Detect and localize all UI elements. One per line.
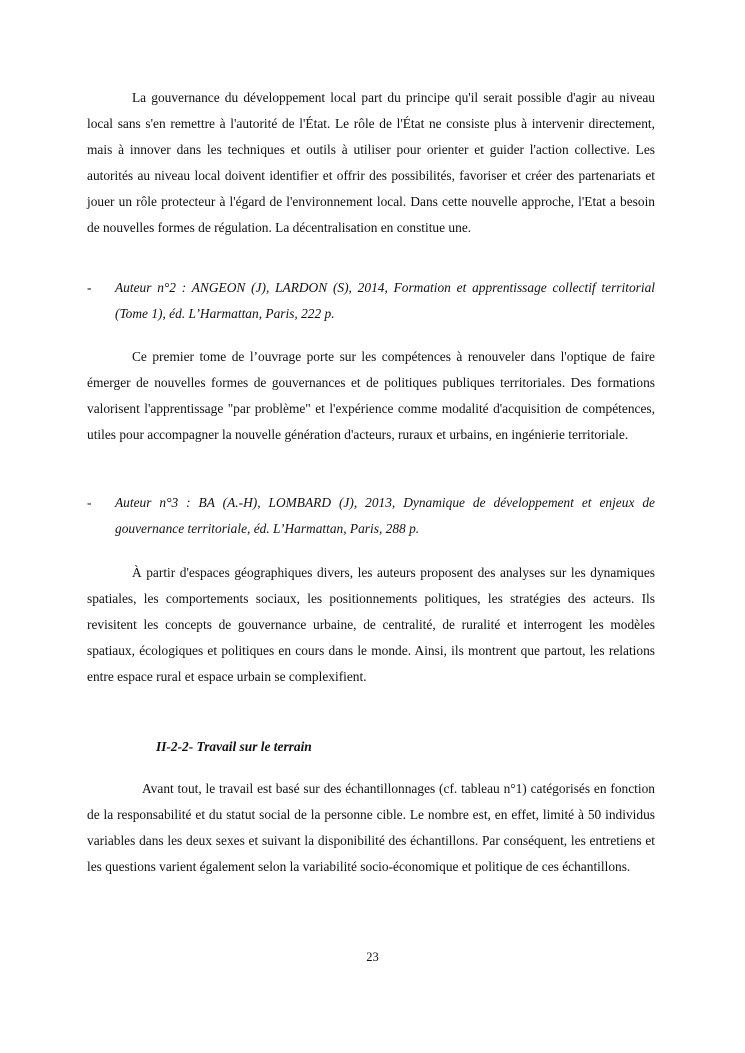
- bullet-dash: -: [87, 495, 92, 510]
- page-number: 23: [366, 950, 379, 964]
- paragraph-field-work: Avant tout, le travail est basé sur des échantillonnages (cf. tableau n°1) catégorisés en fonction de la responsabilité et du statut social de la personne cible. Le nombre est, en effet, limité à 50 individus variables dans les deux sexes et suivant la disponibilité des échantillons. Par conséquent, les entretiens et les questions varient également selon la variabilité socio-économique et politique de ces échantillons.: [87, 781, 655, 874]
- reference-item-2: [87, 275, 655, 327]
- reference-text-3: Auteur n°3 : BA (A.-H), LOMBARD (J), 2013, Dynamique de développement et enjeux de gouvernance territoriale, éd. L’Harmattan, Paris, 288 p.: [115, 495, 655, 536]
- paragraph-spatial-dynamics: À partir d'espaces géographiques divers, les auteurs proposent des analyses sur les dynamiques spatiales, les comportements sociaux, les positionnements politiques, les stratégies des acteurs. Ils revisitent les concepts de gouvernance urbaine, de centralité, de ruralité et interrogent les modèles spatiaux, écologiques et politiques en cours dans le monde. Ainsi, ils montrent que partout, les relations entre espace rural et espace urbain se complexifient.: [87, 565, 655, 684]
- paragraph-first-volume: Ce premier tome de l’ouvrage porte sur les compétences à renouveler dans l'optique de faire émerger de nouvelles formes de gouvernances et de politiques publiques territoriales. Des formations valorisent l'apprentissage "par problème" et l'expérience comme modalité d'acquisition de compétences, utiles pour accompagner la nouvelle génération d'acteurs, ruraux et urbains, en ingénierie territoriale.: [87, 349, 655, 442]
- paragraph-governance: La gouvernance du développement local part du principe qu'il serait possible d'agir au niveau local sans s'en remettre à l'autorité de l'État. Le rôle de l'État ne consiste plus à intervenir directement, mais à innover dans les techniques et outils à utiliser pour orienter et guider l'action collective. Les autorités au niveau local doivent identifier et offrir des possibilités, favoriser et créer des partenariats et jouer un rôle protecteur à l'égard de l'environnement local. Dans cette nouvelle approche, l'Etat a besoin de nouvelles formes de régulation. La décentralisation en constitue une.: [87, 90, 655, 235]
- reference-text-2: Auteur n°2 : ANGEON (J), LARDON (S), 2014, Formation et apprentissage collectif territorial (Tome 1), éd. L’Harmattan, Paris, 222 p.: [115, 280, 655, 321]
- section-heading: II-2-2- Travail sur le terrain: [156, 739, 312, 754]
- reference-item-3: [87, 490, 655, 542]
- bullet-dash: -: [87, 280, 92, 295]
